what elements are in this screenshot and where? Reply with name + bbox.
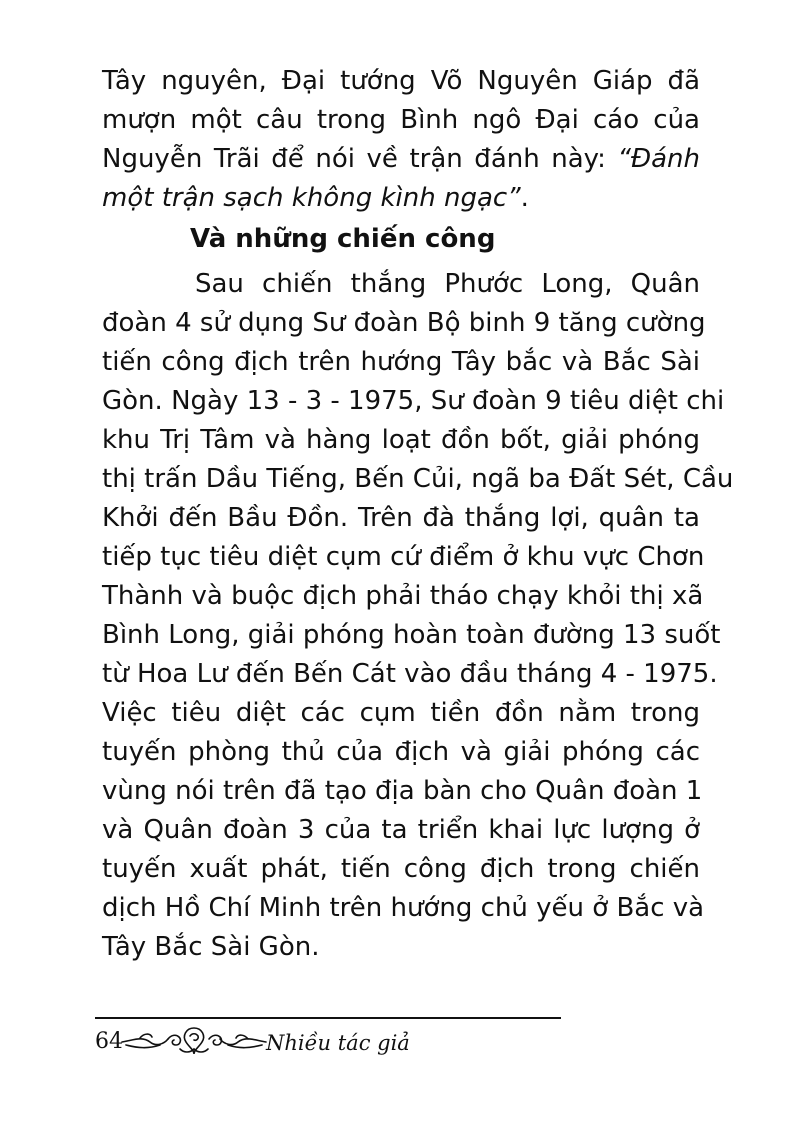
- body-line-2: mượn một câu trong Bình ngô Đại cáo của: [102, 105, 700, 135]
- quote-start: “Đánh: [617, 144, 700, 174]
- quote-period: .: [520, 183, 529, 213]
- paragraph-line-12: Việc tiêu diệt các cụm tiền đồn nằm trong: [102, 698, 700, 728]
- footer-author: Nhiều tác giả: [266, 1031, 410, 1055]
- body-line-3-text: Nguyễn Trãi để nói về trận đánh này:: [102, 144, 618, 174]
- footer-rule: [95, 1017, 561, 1019]
- paragraph-line-16: tuyến xuất phát, tiến công địch trong chiến: [102, 854, 700, 884]
- paragraph-line-5: khu Trị Tâm và hàng loạt đồn bốt, giải phóng: [102, 425, 700, 455]
- paragraph-line-8: tiếp tục tiêu diệt cụm cứ điểm ở khu vực Chơn: [102, 542, 705, 572]
- body-line-4: [102, 179, 700, 218]
- quote-end: một trận sạch không kình ngạc”: [102, 183, 521, 213]
- paragraph-line-18: Tây Bắc Sài Gòn.: [102, 932, 320, 962]
- paragraph-line-9: Thành và buộc địch phải tháo chạy khỏi thị xã: [102, 581, 704, 611]
- ornament-flourish-icon: [120, 1022, 268, 1060]
- paragraph-line-2: đoàn 4 sử dụng Sư đoàn Bộ binh 9 tăng cường: [102, 308, 706, 338]
- section-heading: Và những chiến công: [190, 224, 496, 254]
- paragraph-line-4: Gòn. Ngày 13 - 3 - 1975, Sư đoàn 9 tiêu diệt chi: [102, 386, 725, 416]
- paragraph-line-11: từ Hoa Lư đến Bến Cát vào đầu tháng 4 - 1975.: [102, 659, 718, 689]
- paragraph-line-14: vùng nói trên đã tạo địa bàn cho Quân đoàn 1: [102, 776, 703, 806]
- paragraph-line-15: và Quân đoàn 3 của ta triển khai lực lượng ở: [102, 815, 700, 845]
- paragraph-line-3: tiến công địch trên hướng Tây bắc và Bắc Sài: [102, 347, 700, 377]
- paragraph-line-10: Bình Long, giải phóng hoàn toàn đường 13 suốt: [102, 620, 721, 650]
- paragraph-line-17: dịch Hồ Chí Minh trên hướng chủ yếu ở Bắc và: [102, 893, 705, 923]
- body-line-3: [102, 140, 700, 179]
- paragraph-line-7: Khởi đến Bầu Đồn. Trên đà thắng lợi, quân ta: [102, 503, 700, 533]
- body-line-1: Tây nguyên, Đại tướng Võ Nguyên Giáp đã: [102, 66, 700, 96]
- page-number: 64: [95, 1029, 123, 1054]
- paragraph-line-13: tuyến phòng thủ của địch và giải phóng các: [102, 737, 700, 767]
- paragraph-line-6: thị trấn Dầu Tiếng, Bến Củi, ngã ba Đất Sét, Cầu: [102, 464, 734, 494]
- paragraph-line-1: Sau chiến thắng Phước Long, Quân: [195, 269, 700, 299]
